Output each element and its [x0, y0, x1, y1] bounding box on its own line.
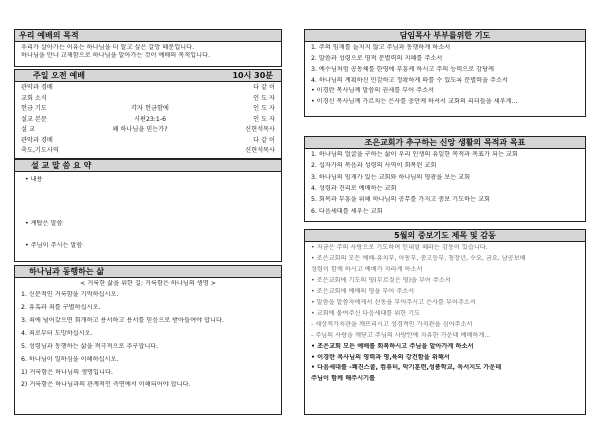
- service-title: 주일 오전 예배: [33, 71, 85, 80]
- church-goal-item: 5. 회복과 부흥을 위해 하나님의 공무를 가지고 중보 기도하는 교회: [311, 196, 491, 204]
- service-row-detail: [53, 84, 253, 95]
- may-prayer-item: • 다음세대를 -쾌진스쿨, 컴퓨터, 악기훈련,성품학교, 독서지도 가운데: [311, 364, 502, 372]
- service-row-label: 교회 소식: [21, 94, 47, 102]
- service-row-detail: [53, 137, 253, 148]
- walk-title: 하나님과 동행하는 삶: [15, 266, 281, 278]
- service-row: [21, 137, 275, 148]
- walk-item: 3. 죄에 넘어갔으면 회개하고 용서하고 용서를 믿음으로 받아들여야 합니다.: [21, 317, 224, 325]
- may-prayer-item: 성령이 함께 하시고 예배가 자라게 하소서: [311, 265, 423, 273]
- may-prayer-item: • 조은교회 모든 예배를 회복하시고 주님을 알아가게 하소서: [311, 342, 474, 350]
- service-row-label: 축도,기도사역: [21, 147, 59, 154]
- service-row-detail: 각자 헌금함에: [131, 105, 169, 112]
- pastor-prayer-item: • 이경신 목사님께 가르치는 은사를 충만케 하셔서 교회의 리더들을 세우게...: [311, 98, 518, 106]
- service-row-label: 관악과 경배: [21, 136, 53, 144]
- may-prayer-items: [305, 242, 585, 388]
- service-row-label: 관악과 경배: [21, 84, 53, 91]
- worship-purpose-title: 우리 예배의 목적: [15, 30, 281, 42]
- service-row: [21, 84, 275, 95]
- service-row: [21, 116, 275, 127]
- pastor-prayer-item: 1. 주의 임재를 늘지지 않고 주님과 동행하게 하소서: [311, 44, 451, 51]
- walk-item: 1. 신분적인 거룩함을 기억하십시오.: [21, 291, 119, 299]
- service-time: 10시 30분: [232, 71, 273, 80]
- church-goals-title: 조은교회가 추구하는 신앙 생활의 목적과 목표: [305, 137, 585, 149]
- pastor-prayer-box: [304, 29, 586, 117]
- service-row-detail: [59, 147, 245, 158]
- church-goals-items: [305, 149, 585, 221]
- summary-item: • 내용: [25, 176, 43, 183]
- church-goal-item: 4. 성령과 진리로 예배하는 교회: [311, 185, 397, 193]
- service-row-leader: 인 도 자: [253, 105, 275, 112]
- walk-subtitle: < 거룩한 삶을 위한 길: 거룩함은 하나님의 생명 >: [80, 280, 216, 287]
- may-prayer-item: • 조은교회의 모든 예배-유치부, 아동부, 중고등부, 청장년, 수요, 금요, 남공보배: [311, 254, 526, 262]
- service-row-label: 헌금 기도: [21, 105, 47, 112]
- church-goals-box: [304, 136, 586, 222]
- sermon-summary-box: [14, 159, 282, 262]
- may-prayer-item: - 주님의 사랑을 깨닫고 주님의 사랑안에 자유한 가운데 예배하게...: [311, 331, 491, 339]
- walk-item: 2) 거룩함은 하나님과의 관계적인 측면에서 이해되어야 합니다.: [21, 381, 191, 389]
- pastor-prayer-items: [305, 42, 585, 111]
- church-goal-item: 6. 다음세대를 세우는 교회: [311, 207, 383, 215]
- walk-item: 6. 하나님이 일하심을 이해하십시오.: [21, 355, 119, 363]
- walk-with-god-box: [14, 265, 282, 415]
- service-row-label: 설 교: [21, 126, 35, 133]
- church-goal-item: 3. 하나님의 임재가 있는 교회와 하나님의 영광을 보는 교회: [311, 173, 471, 181]
- service-row-leader: 인 도 자: [253, 115, 275, 123]
- service-row-detail: 왜 하나님을 믿는가?: [112, 126, 168, 133]
- pastor-prayer-item: 4. 하나님의 계획하신 민감하고 정확하게 따를 수 있도록 분별력을 주소서: [311, 76, 508, 84]
- purpose-line: 하나님을 만나 교제함으로 하나님을 알아가는 것이 예배의 목적입니다.: [21, 52, 211, 60]
- walk-item: 1) 거룩함은 하나님의 생명입니다.: [21, 368, 113, 376]
- service-row: [21, 95, 275, 106]
- may-prayer-title: 5월의 중보기도 제목 및 감동: [305, 230, 585, 242]
- may-prayer-item: - 세상적가치관을 깨뜨리시고 성경적인 가치관을 심어주소서: [311, 320, 473, 328]
- church-goal-item: 2. 십자가의 복음과 성령의 사역이 회복된 교회: [311, 162, 437, 170]
- service-row-leader: 신현석목사: [245, 147, 275, 154]
- walk-item: 4. 죄로부터 도망하십시오.: [21, 329, 93, 337]
- walk-item: 5. 성령님과 동행하는 삶을 적극적으로 추구합니다.: [21, 342, 159, 350]
- purpose-line: 우리가 살아가는 이유는 하나님을 더 알고 싶은 갈망 때문입니다.: [21, 44, 195, 51]
- may-prayer-item: • 교회에 붙여주신 다음세대를 위한 기도: [311, 309, 421, 317]
- sermon-summary-title: 설 교 말 씀 요 약: [15, 160, 281, 172]
- worship-purpose-box: [14, 29, 282, 67]
- pastor-prayer-item: 3. 예수님처럼 공동체를 한영에 부흥케 하시고 주의 능력으로 감당케: [311, 65, 495, 73]
- service-row-leader: 신현석목사: [245, 126, 275, 133]
- service-row-leader: 다 같 이: [253, 136, 275, 144]
- church-goal-item: 1. 하나님의 얼굴을 구하는 삶이 우리 인생의 유일한 목적과 목표가 되는 교회: [311, 151, 518, 158]
- service-row-label: 설교 본문: [21, 115, 47, 123]
- walk-item: 2. 유혹과 죄를 구별하십시오.: [21, 304, 101, 312]
- summary-item: • 주님이 주시는 말씀: [25, 242, 83, 249]
- may-prayer-item: • 지금은 주의 사랑으로 기도하며 인내할 때라는 감동이 있습니다.: [311, 244, 488, 251]
- service-row-leader: 다 같 이: [253, 84, 275, 91]
- may-prayer-item: • 이경란 목사님의 영력과 영,육의 강건함을 위해서: [311, 353, 450, 361]
- walk-items: [21, 291, 275, 389]
- service-order-box: [14, 69, 282, 159]
- service-row-detail: [47, 95, 253, 106]
- may-prayer-item: • 조은교회에 예배의 영을 부어 주소서: [311, 287, 415, 295]
- summary-item: • 계탑은 말씀: [25, 220, 63, 227]
- service-header: [15, 70, 281, 82]
- pastor-prayer-item: 2. 말씀과 성령으로 영적 분별력의 지혜를 주소서: [311, 54, 443, 62]
- service-row-leader: 인 도 자: [253, 94, 275, 102]
- service-row: [21, 126, 275, 137]
- may-prayer-item: 주님이 함께 해주시기를: [311, 375, 376, 383]
- service-row: [21, 105, 275, 116]
- service-rows: [15, 82, 281, 160]
- may-prayer-item: • 조은교회에 기도의 영(부르짖은 영)을 부어 주소서: [311, 276, 451, 284]
- pastor-prayer-item: • 이경란 목사님께 말씀의 권세를 부어 주소서: [311, 87, 435, 95]
- may-prayer-item: • 말씀을 말씀자에게서 선동을 부어주시고 은사를 부어주소서: [311, 298, 476, 306]
- pastor-prayer-title: 담임목사 부부를위한 기도: [305, 30, 585, 42]
- may-prayer-box: [304, 229, 586, 415]
- service-row-detail: 시편23:1-6: [133, 115, 167, 123]
- service-row: [21, 147, 275, 158]
